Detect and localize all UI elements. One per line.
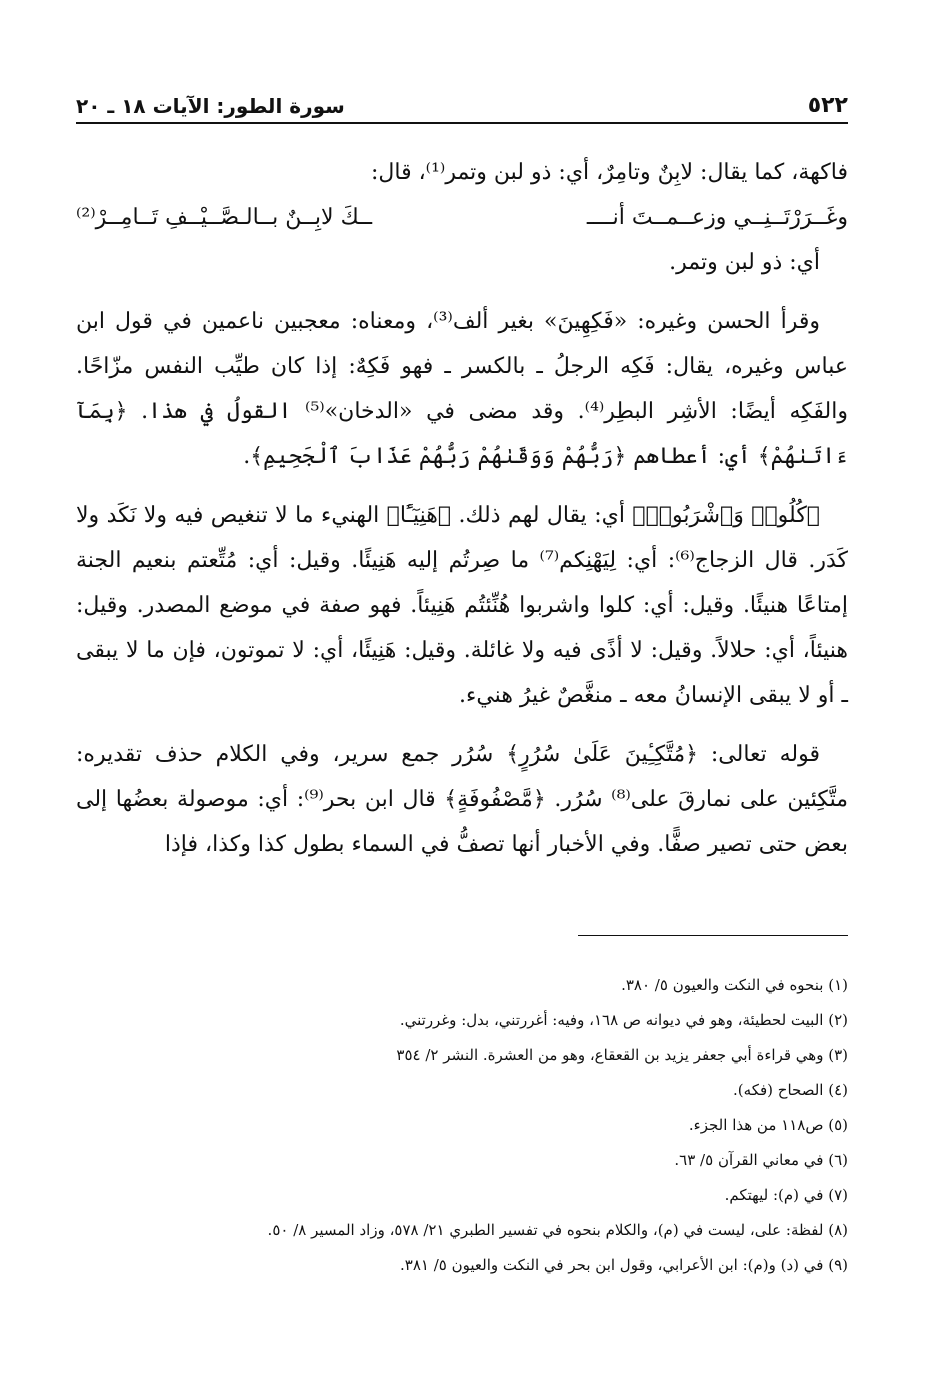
paragraph: أي: ذو لبن وتمر. [669, 250, 820, 275]
footnote: (٩) في (د) و(م): ابن الأعرابي، وقول ابن بحر في النكت والعيون ٥/ ٣٨١. [400, 1256, 848, 1274]
footnote: (٤) الصحاح (فكه). [733, 1081, 848, 1099]
footnote: (١) بنحوه في النكت والعيون ٥/ ٣٨٠. [621, 976, 848, 994]
page-number: ٥٢٢ [807, 93, 848, 118]
poetry-verse [76, 195, 848, 240]
footnote: (٢) البيت لحطيئة، وهو في ديوانه ص ١٦٨، وفيه: أغررتني، بدل: وغررتني. [399, 1011, 848, 1029]
footnote: (٧) في (م): ليهتكم. [724, 1186, 848, 1204]
paragraph: وقرأ الحسن وغيره: «فَكِهِينَ» بغير ألف⁽³⁾، ومعناه: معجبين ناعمين في قول ابن عباس وغيره، يقال: فَكِه الرجلُ ـ بالكسر ـ فهو فَكِهٌ: إذا كان طيِّب النفس مزّاحًا. والفَكِه أيضًا: الأشِر البطِر⁽⁴⁾. وقد مضى في «الدخان»⁽⁵⁾ القولُ في هذا. ﴿بِمَآ ءَاتَىٰهُمْ﴾ أي: أعطاهم ﴿رَبُّهُمْ وَوَقَىٰهُمْ رَبُّهُمْ عَذَابَ ٱلْجَحِيمِ﴾. [76, 309, 848, 469]
page-header [76, 78, 848, 124]
paragraph: قوله تعالى: ﴿مُتَّكِـِٔينَ عَلَىٰ سُرُرٍ﴾ سُرُر جمع سرير، وفي الكلام حذف تقديره: متَّكِئين على نمارقَ على⁽⁸⁾ سُرُر. ﴿مَّصْفُوفَةٍ﴾ قال ابن بحر⁽⁹⁾: أي: موصولة بعضُها إلى بعض حتى تصير صفًّا. وفي الأخبار أنها تصفُّ في السماء بطول كذا وكذا، فإذا [76, 742, 848, 857]
running-title: سورة الطور: الآيات ١٨ ـ ٢٠ [76, 94, 345, 118]
footnote: (٨) لفظة: على، ليست في (م)، والكلام بنحوه في تفسير الطبري ٢١/ ٥٧٨، وزاد المسير ٨/ ٥٠. [267, 1221, 848, 1239]
footnote: (٥) ص١١٨ من هذا الجزء. [688, 1116, 848, 1134]
verse-second-hemistich: ــكَ لابِــنٌ بــالـصَّــيْــفِ تَــامِــرْ⁽²⁾ [76, 205, 373, 230]
paragraph: فاكهة، كما يقال: لابِنٌ وتامِرٌ، أي: ذو لبن وتمر⁽¹⁾، قال: [370, 160, 848, 185]
verse-first-hemistich: وغَــرَرْتَــنِــي وزعــمــتَ أنــــ [586, 205, 848, 230]
footnote: (٦) في معاني القرآن ٥/ ٦٣. [674, 1151, 848, 1169]
footnote-separator [578, 935, 848, 936]
footnote: (٣) وهي قراءة أبي جعفر يزيد بن القعقاع، وهو من العشرة. النشر ٢/ ٣٥٤ [396, 1046, 848, 1064]
main-text [76, 150, 848, 867]
paragraph: ﴿كُلُوا۟ وَٱشْرَبُوا۟﴾ أي: يقال لهم ذلك. ﴿هَنِيٓـًٔا﴾ الهنيء ما لا تنغيص فيه ولا نَكَد ولا كَدَر. قال الزجاج⁽⁶⁾: أي: لِيَهْنِكم⁽⁷⁾ ما صِرتُم إليه هَنِيئًا. وقيل: أي: مُتِّعتم بنعيم الجنة إمتاعًا هنيئًا. وقيل: أي: كلوا واشربوا هُنِّئتُم هَنِيئاً. فهو صفة في موضع المصدر. وقيل: هنيئاً، أي: حلالاً. وقيل: لا أذًى فيه ولا غائلة. وقيل: هَنِيئًا، أي: لا تموتون، فإن ما لا يبقى ـ أو لا يبقى الإنسانُ معه ـ منغَّصٌ غيرُ هنيء. [76, 503, 848, 708]
footnotes [76, 968, 848, 1283]
